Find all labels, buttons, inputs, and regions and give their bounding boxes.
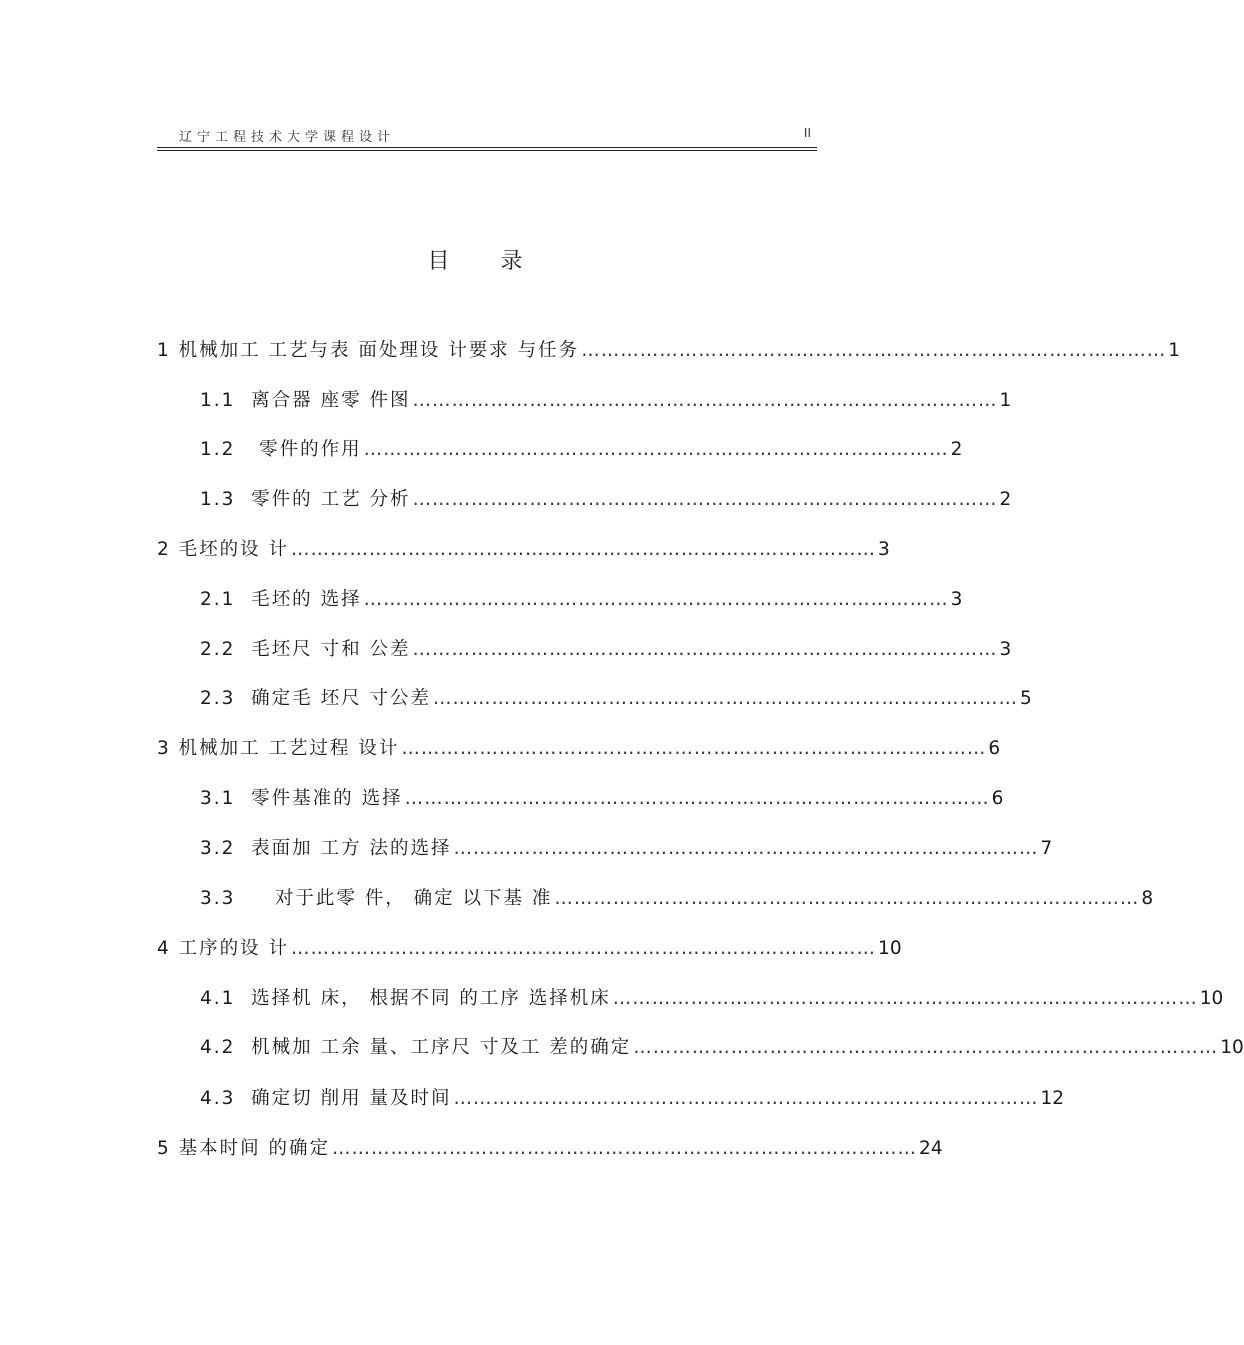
toc-entry[interactable] [157, 734, 1001, 764]
toc-entry-page: 12 [1040, 1088, 1064, 1109]
toc-entry-page: 10 [878, 938, 902, 959]
toc-entry[interactable] [200, 485, 1012, 515]
toc-entry[interactable] [200, 435, 963, 465]
toc-entry[interactable] [200, 1033, 1244, 1063]
toc-entry-page: 2 [999, 489, 1012, 510]
toc-leader: ……………………………………………………………………………… [633, 1037, 1219, 1058]
toc-leader: ……………………………………………………………………………… [453, 1088, 1039, 1109]
toc-leader: ……………………………………………………………………………… [363, 439, 949, 460]
toc-entry[interactable] [157, 934, 902, 964]
toc-entry-page: 6 [991, 788, 1004, 809]
toc-entry-page: 1 [999, 390, 1012, 411]
toc-entry[interactable] [157, 1134, 943, 1164]
toc-entry-label: 3.1 零件基准的 选择 [200, 788, 403, 809]
toc-entry-label: 3 机械加工 工艺过程 设计 [157, 738, 400, 759]
toc-entry[interactable] [200, 684, 1032, 714]
toc-entry[interactable] [157, 336, 1180, 366]
toc-entry-label: 4.1 选择机 床， 根据不同 的工序 选择机床 [200, 988, 611, 1009]
toc-leader: ……………………………………………………………………………… [412, 390, 998, 411]
toc-entry-label: 4 工序的设 计 [157, 938, 290, 959]
toc-entry[interactable] [200, 585, 963, 615]
toc-entry-page: 1 [1168, 340, 1180, 361]
toc-entry-label: 2.3 确定毛 坯尺 寸公差 [200, 688, 431, 709]
toc-entry[interactable] [200, 884, 1154, 914]
toc-leader: ……………………………………………………………………………… [404, 788, 990, 809]
toc-entry-label: 3.2 表面加 工方 法的选择 [200, 838, 452, 859]
toc-entry-page: 6 [988, 738, 1001, 759]
header-page-number: II [803, 126, 811, 140]
toc-leader: ……………………………………………………………………………… [554, 888, 1140, 909]
toc-leader: ……………………………………………………………………………… [453, 838, 1039, 859]
toc-entry-page: 3 [950, 589, 963, 610]
toc-entry[interactable] [200, 1084, 1064, 1114]
toc-entry[interactable] [200, 834, 1053, 864]
toc-leader: ……………………………………………………………………………… [581, 340, 1167, 361]
toc-entry-label: 5 基本时间 的确定 [157, 1138, 331, 1159]
toc-entry-label: 1 机械加工 工艺与表 面处理设 计要求 与任务 [157, 340, 580, 361]
toc-leader: ……………………………………………………………………………… [612, 988, 1198, 1009]
toc-entry[interactable] [200, 984, 1224, 1014]
toc-entry[interactable] [200, 386, 1012, 416]
header-title: 辽宁工程技术大学课程设计 [179, 130, 396, 145]
toc-entry[interactable] [200, 635, 1012, 665]
toc-leader: ……………………………………………………………………………… [401, 738, 987, 759]
toc-entry[interactable] [200, 784, 1004, 814]
toc-entry-page: 5 [1019, 688, 1032, 709]
toc-leader: ……………………………………………………………………………… [332, 1138, 918, 1159]
toc-entry-page: 24 [919, 1138, 943, 1159]
toc-leader: ……………………………………………………………………………… [412, 639, 998, 660]
toc-entry-label: 4.3 确定切 削用 量及时间 [200, 1088, 452, 1109]
toc-leader: ……………………………………………………………………………… [412, 489, 998, 510]
toc-title: 目 录 [427, 249, 545, 274]
toc-leader: ……………………………………………………………………………… [363, 589, 949, 610]
toc-entry-page: 10 [1199, 988, 1224, 1009]
toc-entry-page: 10 [1220, 1037, 1244, 1058]
toc-leader: ……………………………………………………………………………… [291, 938, 877, 959]
toc-entry-label: 4.2 机械加 工余 量、工序尺 寸及工 差的确定 [200, 1037, 632, 1058]
toc-entry-page: 7 [1040, 838, 1053, 859]
toc-leader: ……………………………………………………………………………… [291, 539, 877, 560]
toc-entry-label: 2.2 毛坯尺 寸和 公差 [200, 639, 411, 660]
toc-entry-page: 2 [950, 439, 963, 460]
toc-entry-label: 2.1 毛坯的 选择 [200, 589, 362, 610]
toc-entry-label: 1.2 零件的作用 [200, 439, 362, 460]
toc-entry-label: 1.3 零件的 工艺 分析 [200, 489, 411, 510]
toc-entry-label: 2 毛坯的设 计 [157, 539, 290, 560]
toc-entry-label: 1.1 离合器 座零 件图 [200, 390, 411, 411]
toc-entry-page: 3 [878, 539, 890, 560]
toc-entry[interactable] [157, 535, 890, 565]
toc-entry-page: 3 [999, 639, 1012, 660]
toc-entry-label: 3.3 对于此零 件， 确定 以下基 准 [200, 888, 553, 909]
toc-leader: ……………………………………………………………………………… [432, 688, 1018, 709]
toc-entry-page: 8 [1141, 888, 1154, 909]
